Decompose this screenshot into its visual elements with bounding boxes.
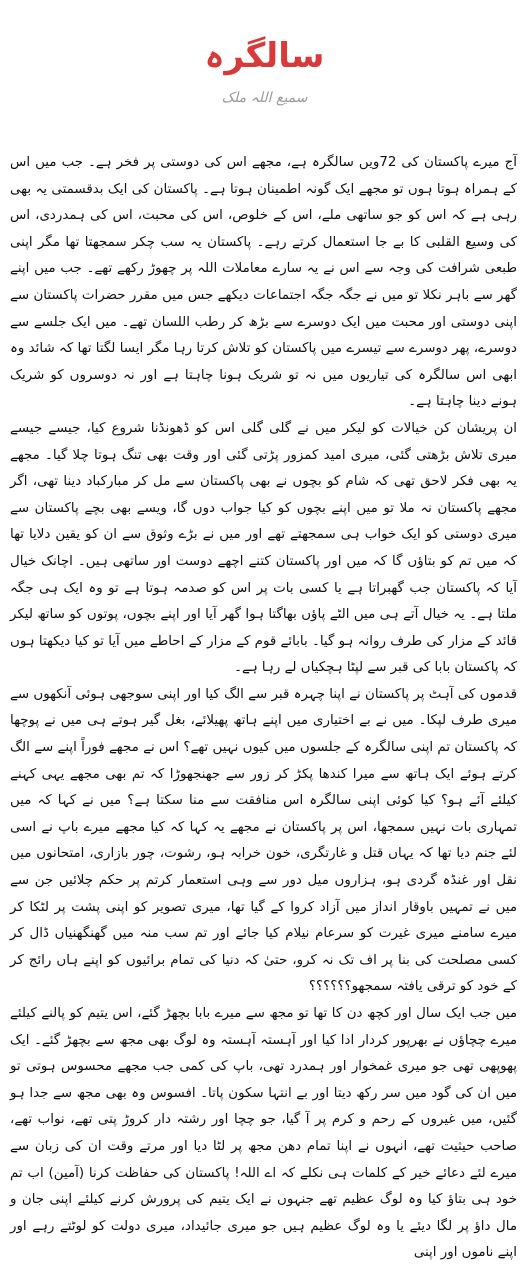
article-title: سالگرہ bbox=[204, 36, 325, 76]
article-paragraph: میں جب ایک سال اور کچھ دن کا تھا تو مجھ سے میرے بابا بچھڑ گئے، اس یتیم کو پالنے کیلئے میرے چچاؤں نے بھرپور کردار ادا کیا اور آہستہ آہستہ وہ لوگ بھی مجھ سے بچھڑ گئے۔ ایک پھوپھی تھی جو میری غمخوار اور ہمدرد تھی، باپ کی کمی جب مجھے محسوس ہوتی تو میں ان کی گود میں سر رکھ دیتا اور بے انتہا سکون پاتا۔ افسوس وہ بھی مجھ سے جدا ہو گئیں، میں غیروں کے رحم و کرم پر آ گیا، جو چچا اور رشتہ دار کروڑ پتی تھے، نواب تھے، صاحب حیثیت تھے، انہوں نے اپنا تمام دھن مجھ پر لٹا دیا اور مرتے وقت ان کی زبان سے میرے لئے دعائے خیر کے کلمات ہی نکلے کہ اے اللہ! پاکستان کی حفاظت کرنا (آمین) اب تم خود ہی بتاؤ کیا وہ لوگ عظیم تھے جنہوں نے ایک یتیم کی پرورش کرنے کیلئے اپنی جان و مال داؤ پر لگا دیئے یا وہ لوگ عظیم ہیں جو میری جائیداد، میری دولت کو لوٹتے رہے اور اپنے ناموں اور اپنی bbox=[10, 1006, 517, 1261]
author-name: سمیع اللہ ملک bbox=[221, 90, 308, 106]
article-paragraph: آج میرے پاکستان کی 72ویں سالگرہ ہے، مجھے اس کی دوستی پر فخر ہے۔ جب میں اس کے ہمراہ ہوتا ہوں تو مجھے ایک گونہ اطمینان ہوتا ہے۔ پاکستان کی ایک بدقسمتی یہ بھی رہی ہے کہ اس کو جو ساتھی ملے، اس کے خلوص، اس کی محبت، اس کی ہمدردی، اس کی وسیع القلبی کا بے جا استعمال کرتے رہے۔ پاکستان یہ سب چکر سمجھتا تھا مگر اپنی طبعی شرافت کی وجہ سے اس نے یہ سارے معاملات اللہ پر چھوڑ رکھے تھے۔ جب میں اپنے گھر سے باہر نکلا تو میں نے جگہ جگہ اجتماعات دیکھے جس میں مقرر حضرات پاکستان سے اپنی دوستی اور محبت میں ایک دوسرے سے بڑھ کر رطب اللسان تھے۔ میں ایک جلسے سے دوسرے، پھر دوسرے سے تیسرے میں پاکستان کو تلاش کرتا رہا مگر ایسا لگتا تھا کہ شائد وہ ابھی اس سالگرہ کی تیاریوں میں نہ تو شریک ہونا چاہتا ہے اور نہ دوسروں کو شریک ہونے دینا چاہتا ہے۔ bbox=[10, 155, 517, 410]
article-body bbox=[10, 150, 517, 1267]
article-paragraph: قدموں کی آہٹ پر پاکستان نے اپنا چہرہ قبر سے الگ کیا اور اپنی سوجھی ہوئی آنکھوں سے میری طرف لپکا۔ میں نے بے اختیاری میں اپنے ہاتھ پھیلائے، بغل گیر ہوتے ہی میں نے پوچھا کہ پاکستان تم اپنی سالگرہ کے جلسوں میں کیوں نہیں تھے؟ اس نے مجھے فوراً اپنے سے الگ کرتے ہوئے ایک ہاتھ سے میرا کندھا پکڑ کر زور سے جھنجھوڑا کہ تم بھی مجھے یہی کہنے کیلئے آئے ہو؟ کیا کوئی اپنی سالگرہ اس منافقت سے منا سکتا ہے؟ میں نے کہا کہ میں تمہاری بات نہیں سمجھا، اس پر پاکستان نے مجھے یہ کہا کہ کیا مجھے میرے باپ نے اسی لئے جنم دیا تھا کہ یہاں قتل و غارتگری، خون خرابہ ہو، رشوت، چور بازاری، امتحانوں میں نقل اور غنڈہ گردی ہو، ہزاروں میل دور سے وہی استعمار کرتم پر حکم چلائیں جن سے میں نے تمہیں باوقار انداز میں آزاد کروا کے گیا تھا، میری تصویر کو اپنی پشت پر لٹکا کر میرے سامنے میری غیرت کو سرعام نیلام کیا جائے اور تم سب منہ میں گھنگھنیاں ڈال کر کسی مصلحت کی بنا پر اف تک نہ کرو، حتیٰ کہ دنیا کی تمام برائیوں کو اپنے ہاں رائج کر کے خود کو ترقی یافتہ سمجھو؟؟؟؟؟؟ bbox=[10, 686, 517, 995]
article-paragraph: ان پریشان کن خیالات کو لیکر میں نے گلی گلی اس کو ڈھونڈنا شروع کیا، جیسے جیسے میری تلاش بڑھتی گئی، میری امید کمزور پڑتی گئی اور وقت بھی تنگ ہوتا چلا گیا۔ مجھے یہ بھی فکر لاحق تھی کہ شام کو بچوں نے بھی پاکستان سے مل کر مبارکباد دینا تھی، اگر مجھے پاکستان نہ ملا تو میں اپنے بچوں کو کیا جواب دوں گا، ویسے بھی بچے پاکستان سے میری دوستی کو ایک خواب ہی سمجھتے تھے اور میں نے بڑے وثوق سے ان کو یقین دلایا تھا کہ میں تم کو بتاؤں گا کہ میں اور پاکستان کتنے اچھے دوست اور ساتھی ہیں۔ اچانک خیال آیا کہ پاکستان جب گھبراتا ہے یا کسی بات پر اس کو صدمہ ہوتا ہے تو وہ ایک ہی جگہ ملتا ہے۔ یہ خیال آتے ہی میں الٹے پاؤں بھاگتا ہوا گھر آیا اور اپنے بچوں، پوتوں کو ساتھ لیکر قائد کے مزار کی طرف روانہ ہو گیا۔ بابائے قوم کے مزار کے احاطے میں آیا تو کیا دیکھتا ہوں کہ پاکستان بابا کی قبر سے لپٹا ہچکیاں لے رہا ہے۔ bbox=[10, 420, 517, 676]
